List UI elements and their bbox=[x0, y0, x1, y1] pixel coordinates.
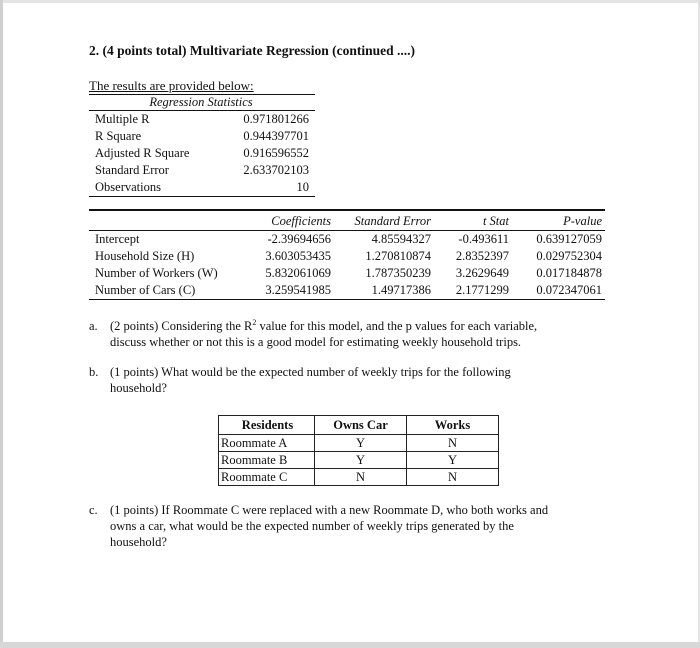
stat-label: Multiple R bbox=[95, 112, 150, 126]
owns-car-value: Y bbox=[315, 435, 407, 452]
household-row bbox=[219, 435, 499, 452]
stat-value: 10 bbox=[296, 180, 309, 194]
question-c-letter: c. bbox=[89, 503, 98, 517]
coefficients-bottom-rule bbox=[89, 299, 605, 300]
coefficients-top-rule bbox=[89, 209, 605, 211]
coefficient-value: 5.832061069 bbox=[265, 266, 331, 280]
question-c-line-2: owns a car, what would be the expected number of weekly trips generated by the bbox=[110, 519, 514, 533]
regression-stat-row bbox=[95, 129, 309, 146]
question-a-line-1 bbox=[110, 318, 537, 334]
regression-stat-row bbox=[95, 146, 309, 163]
household-row bbox=[219, 469, 499, 486]
question-c-line-3: household? bbox=[110, 535, 167, 549]
regression-stats-bottom-rule bbox=[89, 196, 315, 197]
stat-value: 0.944397701 bbox=[243, 129, 309, 143]
coefficient-value: 3.603053435 bbox=[265, 249, 331, 263]
header-t-stat: t Stat bbox=[482, 214, 509, 228]
household-row bbox=[219, 452, 499, 469]
stat-value: 0.916596552 bbox=[243, 146, 309, 160]
header-standard-error: Standard Error bbox=[354, 214, 431, 228]
owns-car-value: N bbox=[315, 469, 407, 486]
t-stat-value: -0.493611 bbox=[458, 232, 509, 246]
stat-value: 2.633702103 bbox=[243, 163, 309, 177]
coefficients-header-row bbox=[95, 214, 605, 231]
standard-error-value: 1.787350239 bbox=[365, 266, 431, 280]
header-coefficients: Coefficients bbox=[271, 214, 331, 228]
coefficients-row bbox=[95, 232, 605, 249]
p-value: 0.029752304 bbox=[536, 249, 602, 263]
stat-label: R Square bbox=[95, 129, 142, 143]
stat-label: Adjusted R Square bbox=[95, 146, 190, 160]
works-value: N bbox=[407, 435, 499, 452]
coefficient-value: -2.39694656 bbox=[267, 232, 331, 246]
question-b-letter: b. bbox=[89, 365, 99, 379]
coefficients-row bbox=[95, 249, 605, 266]
header-p-value: P-value bbox=[563, 214, 602, 228]
p-value: 0.072347061 bbox=[536, 283, 602, 297]
stat-value: 0.971801266 bbox=[243, 112, 309, 126]
question-a-letter: a. bbox=[89, 319, 98, 333]
question-a-text-post: value for this model, and the p values for each variable, bbox=[256, 319, 538, 333]
household-header-row bbox=[219, 416, 499, 435]
page-bottom-edge bbox=[0, 642, 700, 648]
stat-label: Observations bbox=[95, 180, 161, 194]
resident-name: Roommate A bbox=[219, 435, 315, 452]
regression-stat-row bbox=[95, 112, 309, 129]
question-a bbox=[89, 318, 609, 352]
household-table bbox=[218, 415, 499, 486]
variable-name: Intercept bbox=[95, 232, 140, 246]
regression-stat-row bbox=[95, 180, 309, 197]
regression-stats-title: Regression Statistics bbox=[149, 95, 253, 109]
standard-error-value: 1.270810874 bbox=[365, 249, 431, 263]
coefficient-value: 3.259541985 bbox=[265, 283, 331, 297]
standard-error-value: 4.85594327 bbox=[371, 232, 431, 246]
t-stat-value: 2.8352397 bbox=[455, 249, 509, 263]
resident-name: Roommate C bbox=[219, 469, 315, 486]
page-top-edge bbox=[0, 0, 700, 3]
question-b-line-1: (1 points) What would be the expected number of weekly trips for the following bbox=[110, 365, 511, 379]
resident-name: Roommate B bbox=[219, 452, 315, 469]
question-a-line-2: discuss whether or not this is a good model for estimating weekly household trips. bbox=[110, 335, 522, 349]
question-c-line-1: (1 points) If Roommate C were replaced with a new Roommate D, who both works and bbox=[110, 503, 549, 517]
section-heading: 2. (4 points total) Multivariate Regression (continued ....) bbox=[89, 43, 415, 58]
works-value: Y bbox=[407, 452, 499, 469]
works-value: N bbox=[407, 469, 499, 486]
t-stat-value: 3.2629649 bbox=[455, 266, 509, 280]
owns-car-value: Y bbox=[315, 452, 407, 469]
coefficients-row bbox=[95, 266, 605, 283]
variable-name: Household Size (H) bbox=[95, 249, 195, 263]
stat-label: Standard Error bbox=[95, 163, 169, 177]
standard-error-value: 1.49717386 bbox=[371, 283, 431, 297]
question-c bbox=[89, 502, 609, 552]
header-works: Works bbox=[407, 416, 499, 435]
variable-name: Number of Workers (W) bbox=[95, 266, 218, 280]
regression-stat-row bbox=[95, 163, 309, 180]
question-b bbox=[89, 364, 609, 398]
p-value: 0.017184878 bbox=[536, 266, 602, 280]
superscript-2: 2 bbox=[252, 318, 257, 327]
p-value: 0.639127059 bbox=[536, 232, 602, 246]
intro-text: The results are provided below: bbox=[89, 78, 254, 93]
regression-stats-title-rule bbox=[89, 110, 315, 111]
header-owns-car: Owns Car bbox=[315, 416, 407, 435]
t-stat-value: 2.1771299 bbox=[455, 283, 509, 297]
header-residents: Residents bbox=[219, 416, 315, 435]
page-left-edge bbox=[0, 0, 3, 648]
variable-name: Number of Cars (C) bbox=[95, 283, 196, 297]
question-b-line-2: household? bbox=[110, 381, 167, 395]
coefficients-row bbox=[95, 283, 605, 300]
coefficients-header-rule bbox=[89, 230, 605, 231]
question-a-text-pre: (2 points) Considering the R bbox=[110, 319, 253, 333]
